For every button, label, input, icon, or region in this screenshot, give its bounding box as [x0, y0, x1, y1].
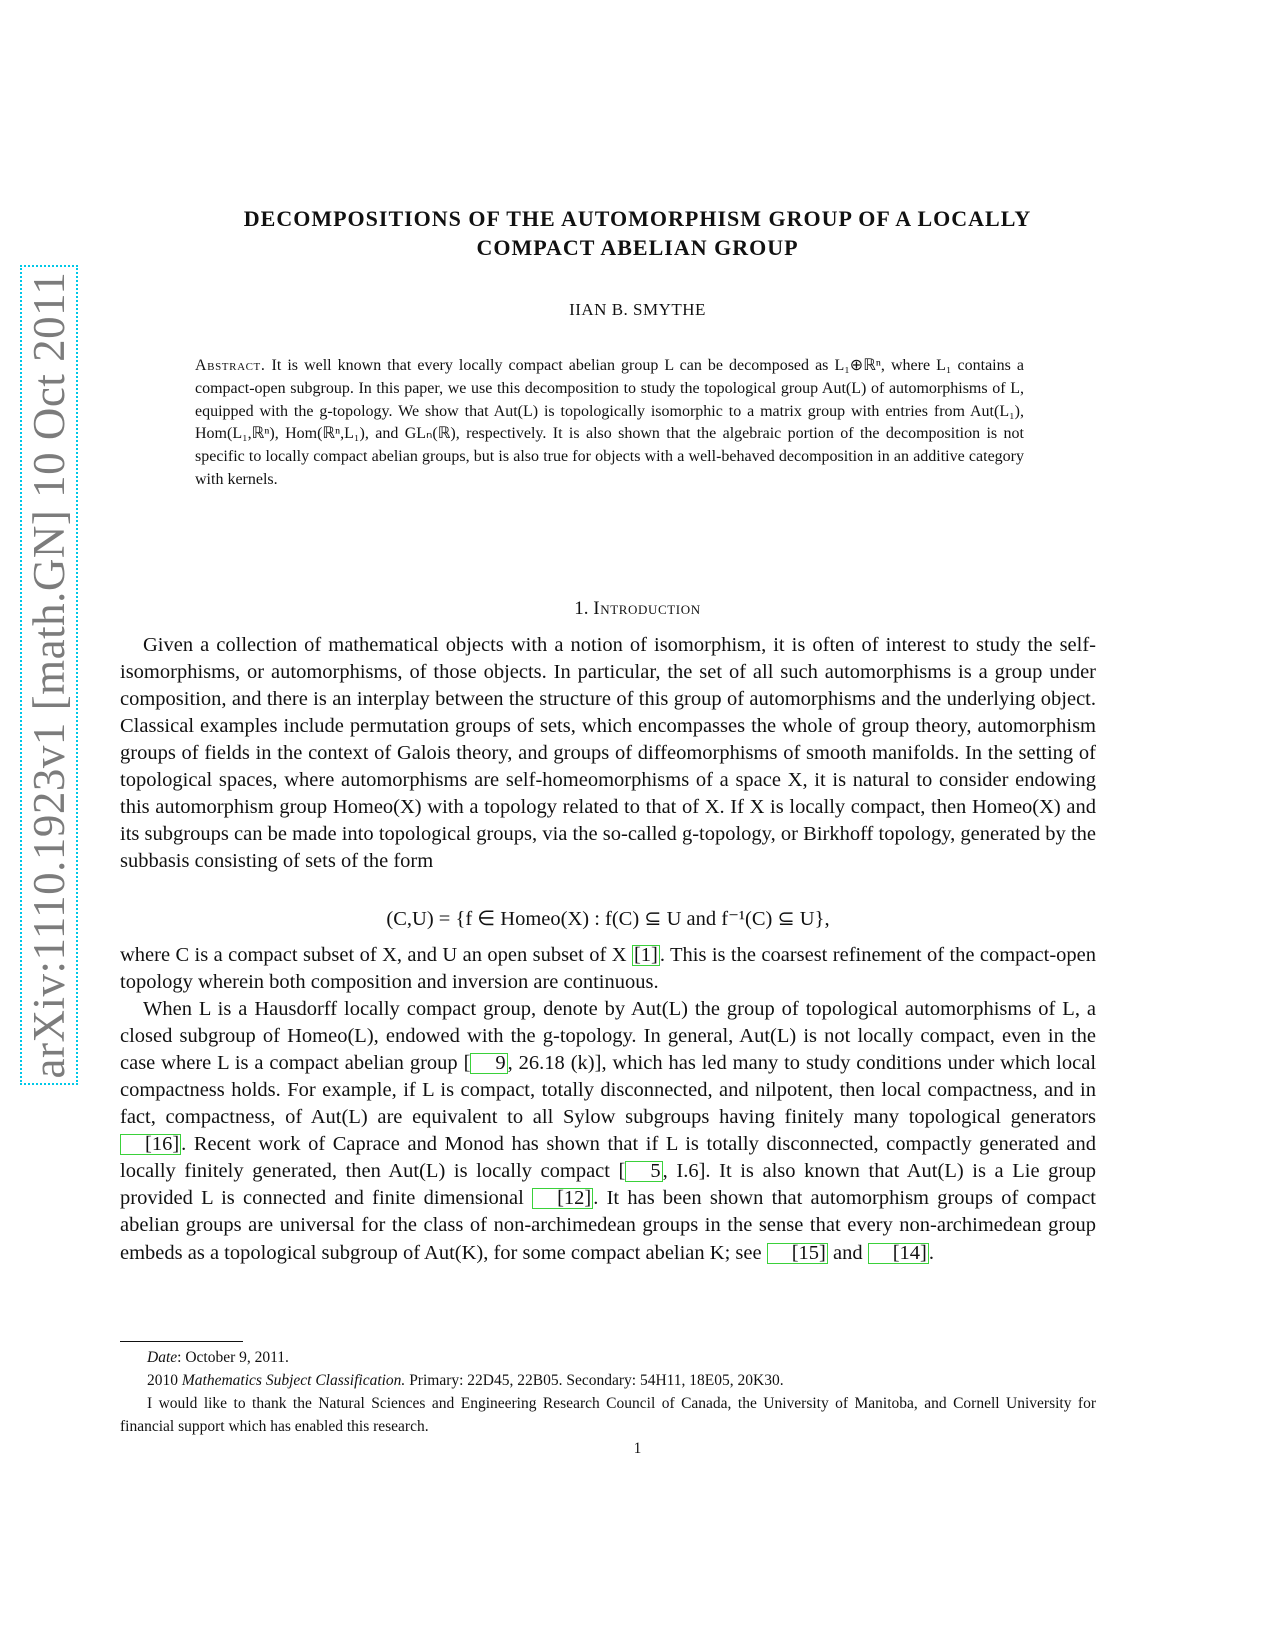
paragraph-1-continuation [120, 942, 1096, 996]
footnote-date [120, 1346, 1096, 1369]
date-label: Date [147, 1349, 178, 1366]
citation-link-12[interactable]: [12] [532, 1188, 593, 1209]
para2-d: , I.6]. It is also known that Aut(L) is a Lie group provided L is connected and finite dimensional [120, 1160, 1096, 1210]
footnote-thanks: I would like to thank the Natural Sciences and Engineering Research Council of Canada, the University of Manitoba, and Cornell University for financial support which has enabled this research. [120, 1395, 1096, 1435]
display-equation: (C,U) = {f ∈ Homeo(X) : f(C) ⊆ U and f⁻¹(C) ⊆ U}, [386, 908, 830, 930]
paragraph-1-text: Given a collection of mathematical objects with a notion of isomorphism, it is often of interest to study the self-isomorphisms, or automorphisms, of those objects. In particular, the set of all such automorphisms is a group under composition, and there is an interplay between the structure of this group of automorphisms and the underlying object. Classical examples include permutation groups of sets, which encompasses the whole of group theory, automorphism groups of fields in the context of Galois theory, and groups of diffeomorphisms of smooth manifolds. In the setting of topological spaces, where automorphisms are self-homeomorphisms of a space X, it is natural to consider endowing this automorphism group Homeo(X) with a topology related to that of X. If X is locally compact, then Homeo(X) and its subgroups can be made into topological groups, via the so-called g-topology, or Birkhoff topology, generated by the subbasis consisting of sets of the form [120, 634, 1096, 873]
para2-c: . Recent work of Caprace and Monod has shown that if L is totally disconnected, compactly generated and locally finitely generated, then Aut(L) is locally compact [ [120, 1133, 1096, 1183]
para2-b: , 26.18 (k)], which has led many to study conditions under which local compactness holds. For example, if L is compact, totally disconnected, and nilpotent, then local compactness, and in fact, compactness, of Aut(L) are equivalent to all Sylow subgroups having finitely many topological generators [120, 1052, 1097, 1129]
paper-title [120, 204, 1155, 262]
citation-link-14[interactable]: [14] [868, 1243, 929, 1264]
para2-g: . [928, 1241, 935, 1264]
abstract-label: Abstract. [195, 357, 266, 374]
citation-link-9[interactable]: 9 [470, 1053, 507, 1074]
paragraph-2-text [120, 996, 1096, 1266]
footnote-divider [120, 1341, 243, 1342]
para1-cont-b: . This is the coarsest refinement of the compact-open topology wherein both composition and inversion are continuous. [120, 944, 1096, 994]
para1-cont-a: where C is a compact subset of X, and U an open subset of X [120, 944, 632, 966]
para2-f: and [827, 1241, 868, 1264]
author-name: IIAN B. SMYTHE [569, 300, 706, 319]
para2-e: . It has been shown that automorphism groups of compact abelian groups are universal for the class of non-archimedean groups in the sense that every non-archimedean group embeds as a topological subgroup of Aut(K), for some compact abelian K; see [120, 1187, 1096, 1264]
section-title: Introduction [593, 598, 701, 619]
citation-link-5[interactable]: 5 [625, 1161, 662, 1182]
page-number: 1 [633, 1440, 642, 1457]
section-number: 1. [574, 598, 589, 619]
footnotes [120, 1346, 1096, 1438]
footnote-msc [120, 1369, 1096, 1392]
citation-link-15[interactable]: [15] [767, 1243, 828, 1264]
arxiv-side-stamp [20, 265, 78, 1085]
intro-paragraph-1 [120, 632, 1096, 875]
abstract-text: It is well known that every locally compact abelian group L can be decomposed as L₁⊕ℝⁿ, where L₁ contains a compact-open subgroup. In this paper, we use this decomposition to study the topological group Aut(L) of automorphisms of L, equipped with the g-topology. We show that Aut(L) is topologically isomorphic to a matrix group with entries from Aut(L₁), Hom(L₁,ℝⁿ), Hom(ℝⁿ,L₁), and GLₙ(ℝ), respectively. It is also shown that the algebraic portion of the decomposition is not specific to locally compact abelian groups, but is also true for objects with a well-behaved decomposition in an additive category with kernels. [195, 357, 1025, 488]
abstract [195, 355, 1024, 492]
citation-link-1[interactable]: [1] [633, 944, 658, 966]
msc-year: 2010 [147, 1372, 182, 1389]
title-line-1: DECOMPOSITIONS OF THE AUTOMORPHISM GROUP OF A LOCALLY [243, 206, 1032, 231]
para2-a: When L is a Hausdorff locally compact group, denote by Aut(L) the group of topological automorphisms of L, a closed subgroup of Homeo(L), endowed with the g-topology. In general, Aut(L) is not locally compact, even in the case where L is a compact abelian group [ [120, 998, 1096, 1075]
msc-value: Primary: 22D45, 22B05. Secondary: 54H11, 18E05, 20K30. [405, 1372, 784, 1389]
msc-label: Mathematics Subject Classification. [181, 1372, 406, 1389]
citation-link-16[interactable]: [16] [120, 1134, 181, 1155]
section-heading [120, 598, 1155, 620]
arxiv-identifier[interactable]: arXiv:1110.1923v1 [math.GN] 10 Oct 2011 [24, 271, 74, 1079]
date-value: : October 9, 2011. [177, 1349, 289, 1366]
title-line-2: COMPACT ABELIAN GROUP [476, 235, 799, 260]
intro-paragraph-2 [120, 942, 1096, 1267]
